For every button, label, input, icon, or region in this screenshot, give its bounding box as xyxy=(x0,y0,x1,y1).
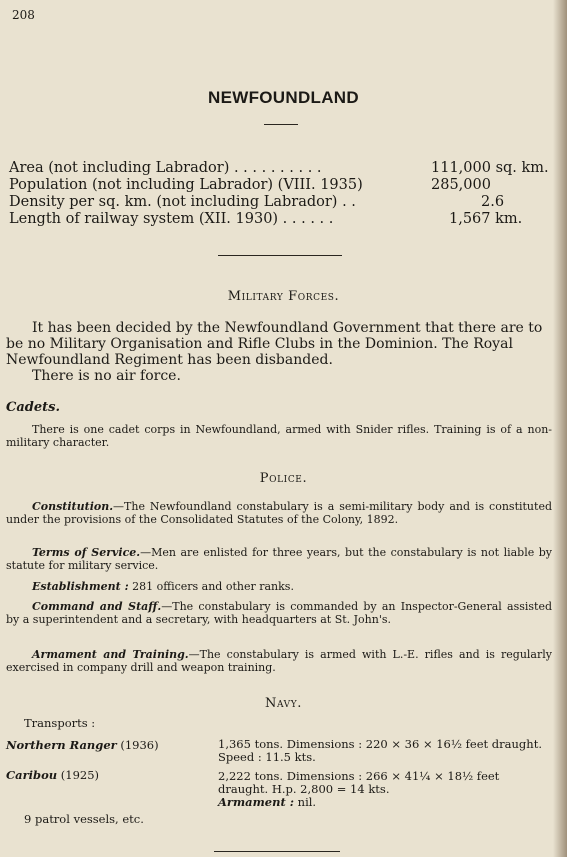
police-armament-paragraph: Armament and Training.—The constabulary is armed with L.-E. rifles and is regularly exercised in company drill and weapon training. xyxy=(6,648,552,674)
page-title: NEWFOUNDLAND xyxy=(208,88,359,107)
police-heading: Police. xyxy=(259,471,308,486)
ship-details-northern-ranger: 1,365 tons. Dimensions : 220 × 36 × 16½ feet draught. Speed : 11.5 kts. xyxy=(218,737,542,764)
cadets-paragraph: There is one cadet corps in Newfoundland, armed with Snider rifles. Training is of a non-military character. xyxy=(6,423,552,449)
stat-row-density: Density per sq. km. (not including Labrador) . . 2.6 xyxy=(9,194,505,210)
bottom-rule xyxy=(214,851,340,852)
ship-name-northern-ranger: Northern Ranger (1936) xyxy=(6,738,159,752)
navy-heading: Navy. xyxy=(265,696,302,711)
police-establishment-paragraph: Establishment : 281 officers and other ranks. xyxy=(32,580,294,593)
stat-row-population: Population (not including Labrador) (VIII. 1935) 285,000 xyxy=(9,177,491,193)
police-constitution-paragraph: Constitution.—The Newfoundland constabulary is a semi-military body and is constituted under the provisions of the Consolidated Statutes of the Colony, 1892. xyxy=(6,500,552,526)
page-number: 208 xyxy=(12,8,35,22)
cadets-heading: Cadets. xyxy=(6,400,60,415)
patrol-vessels: 9 patrol vessels, etc. xyxy=(24,812,144,826)
stat-row-area: Area (not including Labrador) . . . . . . . . . . 111,000 sq. km. xyxy=(9,160,549,176)
ship-name-caribou: Caribou (1925) xyxy=(6,768,100,782)
page-edge-shadow xyxy=(553,0,567,857)
stat-row-railway: Length of railway system (XII. 1930) . . . . . . 1,567 km. xyxy=(9,211,523,227)
police-terms-paragraph: Terms of Service.—Men are enlisted for three years, but the constabulary is not liable by statute for military service. xyxy=(6,546,552,572)
title-rule xyxy=(264,124,298,125)
military-forces-heading: Military Forces. xyxy=(227,289,340,304)
military-intro-paragraph: It has been decided by the Newfoundland Government that there are to be no Military Organisation and Rifle Clubs in the Dominion. The Royal Newfoundland Regiment has been disbanded. There is no air force. xyxy=(6,320,543,384)
transports-label: Transports : xyxy=(24,716,96,730)
ship-details-caribou: 2,222 tons. Dimensions : 266 × 41¼ × 18½ feet draught. H.p. 2,800 = 14 kts. Armament : nil. xyxy=(218,769,500,809)
section-rule xyxy=(218,255,342,256)
statistics-table xyxy=(9,160,555,228)
police-command-paragraph: Command and Staff.—The constabulary is commanded by an Inspector-General assisted by a superintendent and a secretary, with headquarters at St. John's. xyxy=(6,600,553,626)
